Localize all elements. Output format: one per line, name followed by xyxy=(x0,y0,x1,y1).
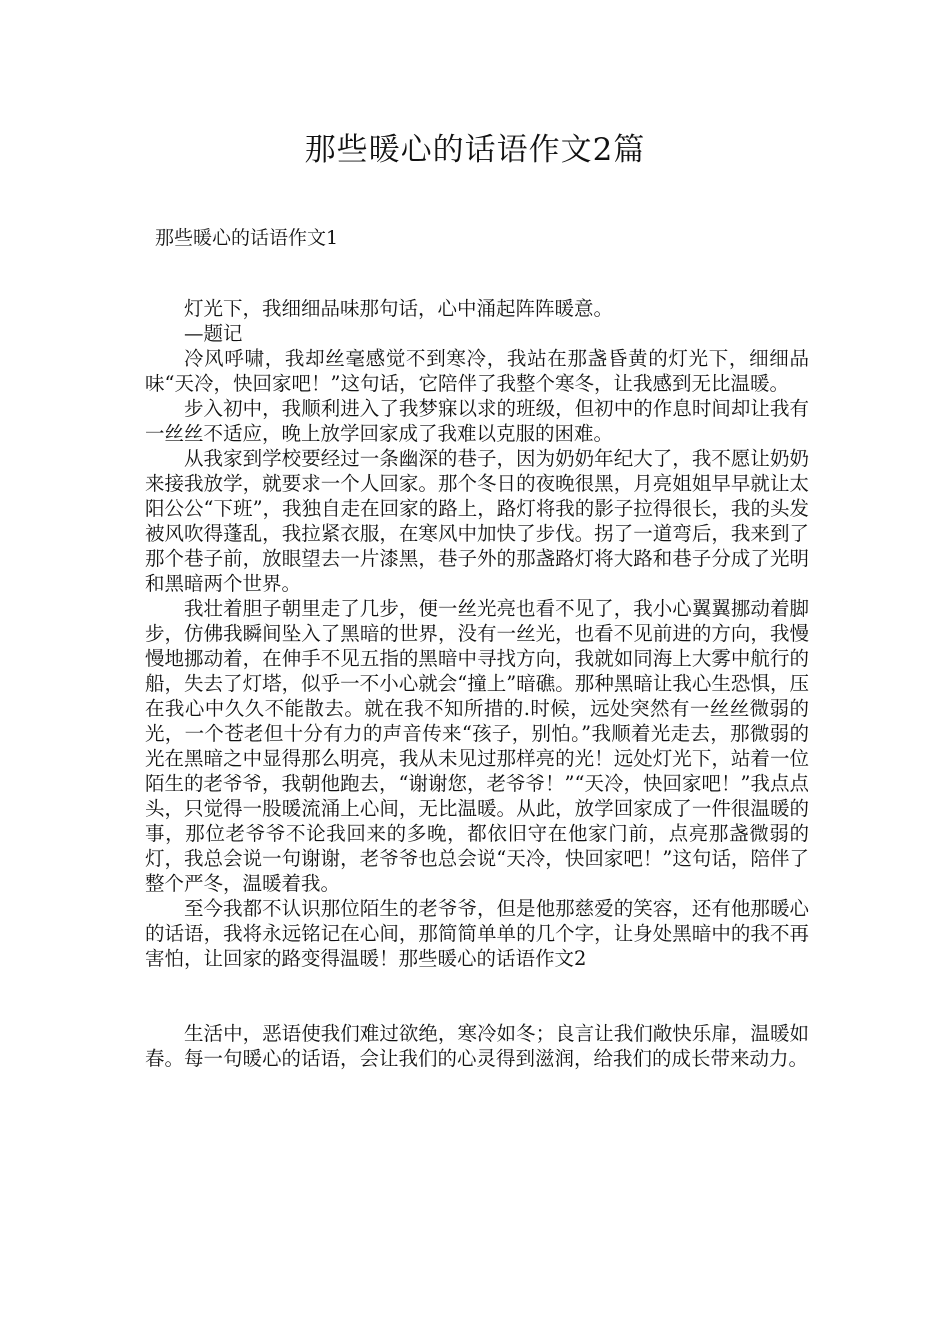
paragraph: 灯光下，我细细品味那句话，心中涌起阵阵暖意。 xyxy=(184,297,614,320)
document-title: 那些暖心的话语作文2篇 xyxy=(304,132,646,168)
paragraph: 生活中，恶语使我们难过欲绝，寒冷如冬；良言让我们敞快乐扉，温暖如春。每一句暖心的话语，会让我们的心灵得到滋润，给我们的成长带来动力。 xyxy=(145,1022,809,1070)
paragraph: —题记 xyxy=(184,322,243,345)
essay-body xyxy=(145,296,809,1071)
paragraph: 步入初中，我顺利进入了我梦寐以求的班级，但初中的作息时间却让我有一丝丝不适应，晚上放学回家成了我难以克服的困难。 xyxy=(145,397,809,445)
essay-1-heading: 那些暖心的话语作文1 xyxy=(155,227,339,249)
paragraph: 从我家到学校要经过一条幽深的巷子，因为奶奶年纪大了，我不愿让奶奶来接我放学，就要求一个人回家。那个冬日的夜晚很黑，月亮姐姐早早就让太阳公公“下班”，我独自走在回家的路上，路灯将我的影子拉得很长，我的头发被风吹得蓬乱，我拉紧衣服，在寒风中加快了步伐。拐了一道弯后，我来到了那个巷子前，放眼望去一片漆黑，巷子外的那盏路灯将大路和巷子分成了光明和黑暗两个世界。 xyxy=(145,447,809,595)
paragraph: 冷风呼啸，我却丝毫感觉不到寒冷，我站在那盏昏黄的灯光下，细细品味“天冷，快回家吧！”这句话，它陪伴了我整个寒冬，让我感到无比温暖。 xyxy=(145,347,809,395)
paragraph: 我壮着胆子朝里走了几步，便一丝光亮也看不见了，我小心翼翼挪动着脚步，仿佛我瞬间坠入了黑暗的世界，没有一丝光，也看不见前进的方向，我慢慢地挪动着，在伸手不见五指的黑暗中寻找方向，我就如同海上大雾中航行的船，失去了灯塔，似乎一不小心就会“撞上”暗礁。那种黑暗让我心生恐惧，压在我心中久久不能散去。就在我不知所措的.时候，远处突然有一丝丝微弱的光，一个苍老但十分有力的声音传来“孩子，别怕。”我顺着光走去，那微弱的光在黑暗之中显得那么明亮，我从未见过那样亮的光！远处灯光下，站着一位陌生的老爷爷，我朝他跑去，“谢谢您，老爷爷！”“天冷，快回家吧！”我点点头，只觉得一股暖流涌上心间，无比温暖。从此，放学回家成了一件很温暖的事，那位老爷爷不论我回来的多晚，都依旧守在他家门前，点亮那盏微弱的灯，我总会说一句谢谢，老爷爷也总会说“天冷，快回家吧！”这句话，陪伴了整个严冬，温暖着我。 xyxy=(145,597,809,895)
paragraph: 至今我都不认识那位陌生的老爷爷，但是他那慈爱的笑容，还有他那暖心的话语，我将永远铭记在心间，那简简单单的几个字，让身处黑暗中的我不再害怕，让回家的路变得温暖！那些暖心的话语作文2 xyxy=(145,897,809,970)
